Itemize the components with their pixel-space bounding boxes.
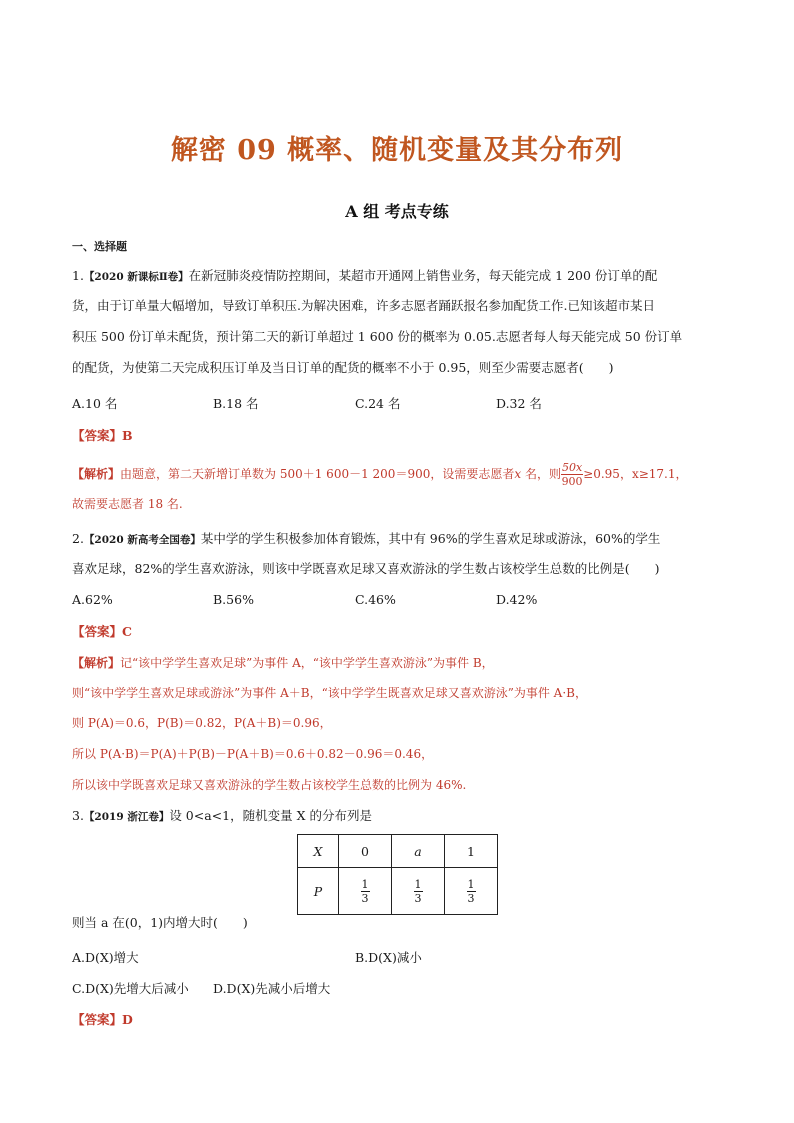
q2-analysis-line1: 【解析】记“该中学学生喜欢足球”为事件 A，“该中学学生喜欢游泳”为事件 B， xyxy=(72,656,494,670)
table-cell xyxy=(339,868,392,915)
q2-analysis-line3: 则 P(A)＝0.6，P(B)＝0.82，P(A＋B)＝0.96， xyxy=(72,716,332,730)
q2-number: 2. xyxy=(72,531,84,546)
q1-option-c: C.24 名 xyxy=(355,396,401,411)
q1-line3: 积压 500 份订单未配货，预计第二天的新订单超过 1 600 份的概率为 0.05.志愿者每人每天能完成 50 份订单 xyxy=(72,329,683,344)
page-title: 解密 09 概率、随机变量及其分布列 xyxy=(170,135,624,166)
group-heading: A 组 考点专练 xyxy=(345,202,449,221)
table-row xyxy=(298,835,498,868)
fraction: $\frac{1}{3}$ xyxy=(361,877,369,905)
q3-option-d: D.D(X)先减小后增大 xyxy=(213,981,331,996)
q2-option-a: A.62% xyxy=(72,592,113,607)
q2-analysis-label: 【解析】 xyxy=(72,656,121,670)
q1-answer: 【答案】B xyxy=(72,428,133,443)
fraction: $\frac{1}{3}$ xyxy=(467,877,475,905)
table-row xyxy=(298,868,498,915)
q1-fraction: $\frac{50x}{900}$ xyxy=(561,461,583,488)
q1-option-a: A.10 名 xyxy=(72,396,118,411)
fraction: $\frac{1}{3}$ xyxy=(414,877,422,905)
table-cell: X xyxy=(298,835,339,868)
table-cell: 1 xyxy=(445,835,498,868)
table-cell: 0 xyxy=(339,835,392,868)
q1-analysis: 【解析】由题意，第二天新增订单数为 500＋1 600－1 200＝900，设需要志愿者x 名，则 $\frac{50x}{900}$ ≥0.95，x≥17.1， xyxy=(72,461,688,488)
q1-analysis-line2: 故需要志愿者 18 名. xyxy=(72,497,183,511)
q1-option-d: D.32 名 xyxy=(496,396,542,411)
q2-analysis-line5: 所以该中学既喜欢足球又喜欢游泳的学生数占该校学生总数的比例为 46%. xyxy=(72,778,467,792)
table-cell xyxy=(445,868,498,915)
q1-option-b: B.18 名 xyxy=(213,396,259,411)
q2-analysis-line4: 所以 P(A·B)＝P(A)＋P(B)－P(A＋B)＝0.6＋0.82－0.96＝0.46， xyxy=(72,747,434,761)
q2-analysis-line2: 则“该中学学生喜欢足球或游泳”为事件 A＋B，“该中学学生既喜欢足球又喜欢游泳”为事件 A·B， xyxy=(72,686,587,700)
q2-line2: 喜欢足球，82%的学生喜欢游泳，则该中学既喜欢足球又喜欢游泳的学生数占该校学生总数的比例是( ) xyxy=(72,561,660,576)
q3-number: 3. xyxy=(72,808,84,823)
q3-source: 【2019 浙江卷】 xyxy=(83,811,170,823)
table-cell: a xyxy=(392,835,445,868)
q1-number: 1. xyxy=(72,268,84,283)
q2-line1: 2.【2020 新高考全国卷】某中学的学生积极参加体育锻炼，其中有 96%的学生喜欢足球或游泳，60%的学生 xyxy=(72,531,661,546)
q2-answer: 【答案】C xyxy=(72,624,132,639)
q1-source: 【2020 新课标Ⅱ卷】 xyxy=(83,271,189,283)
q2-source: 【2020 新高考全国卷】 xyxy=(83,534,201,546)
table-cell xyxy=(392,868,445,915)
q3-answer: 【答案】D xyxy=(72,1012,133,1027)
section-label: 一、选择题 xyxy=(72,240,127,253)
q2-option-c: C.46% xyxy=(355,592,396,607)
q3-option-a: A.D(X)增大 xyxy=(72,950,139,965)
q1-line1: 1.【2020 新课标Ⅱ卷】在新冠肺炎疫情防控期间，某超市开通网上销售业务，每天能完成 1 200 份订单的配 xyxy=(72,268,658,283)
q2-option-b: B.56% xyxy=(213,592,254,607)
distribution-table xyxy=(297,834,498,915)
q1-line2: 货，由于订单量大幅增加，导致订单积压.为解决困难，许多志愿者踊跃报名参加配货工作.已知该超市某日 xyxy=(72,298,655,313)
table-cell: P xyxy=(298,868,339,915)
q3-option-c: C.D(X)先增大后减小 xyxy=(72,981,189,996)
q2-option-d: D.42% xyxy=(496,592,538,607)
q3-question: 则当 a 在(0，1)内增大时( ) xyxy=(72,915,248,930)
q3-option-b: B.D(X)减小 xyxy=(355,950,422,965)
q1-analysis-label: 【解析】 xyxy=(72,467,121,481)
q3-line1: 3.【2019 浙江卷】设 0<a<1，随机变量 X 的分布列是 xyxy=(72,808,372,823)
q1-line4: 的配货，为使第二天完成积压订单及当日订单的配货的概率不小于 0.95，则至少需要志愿者( ) xyxy=(72,360,614,375)
